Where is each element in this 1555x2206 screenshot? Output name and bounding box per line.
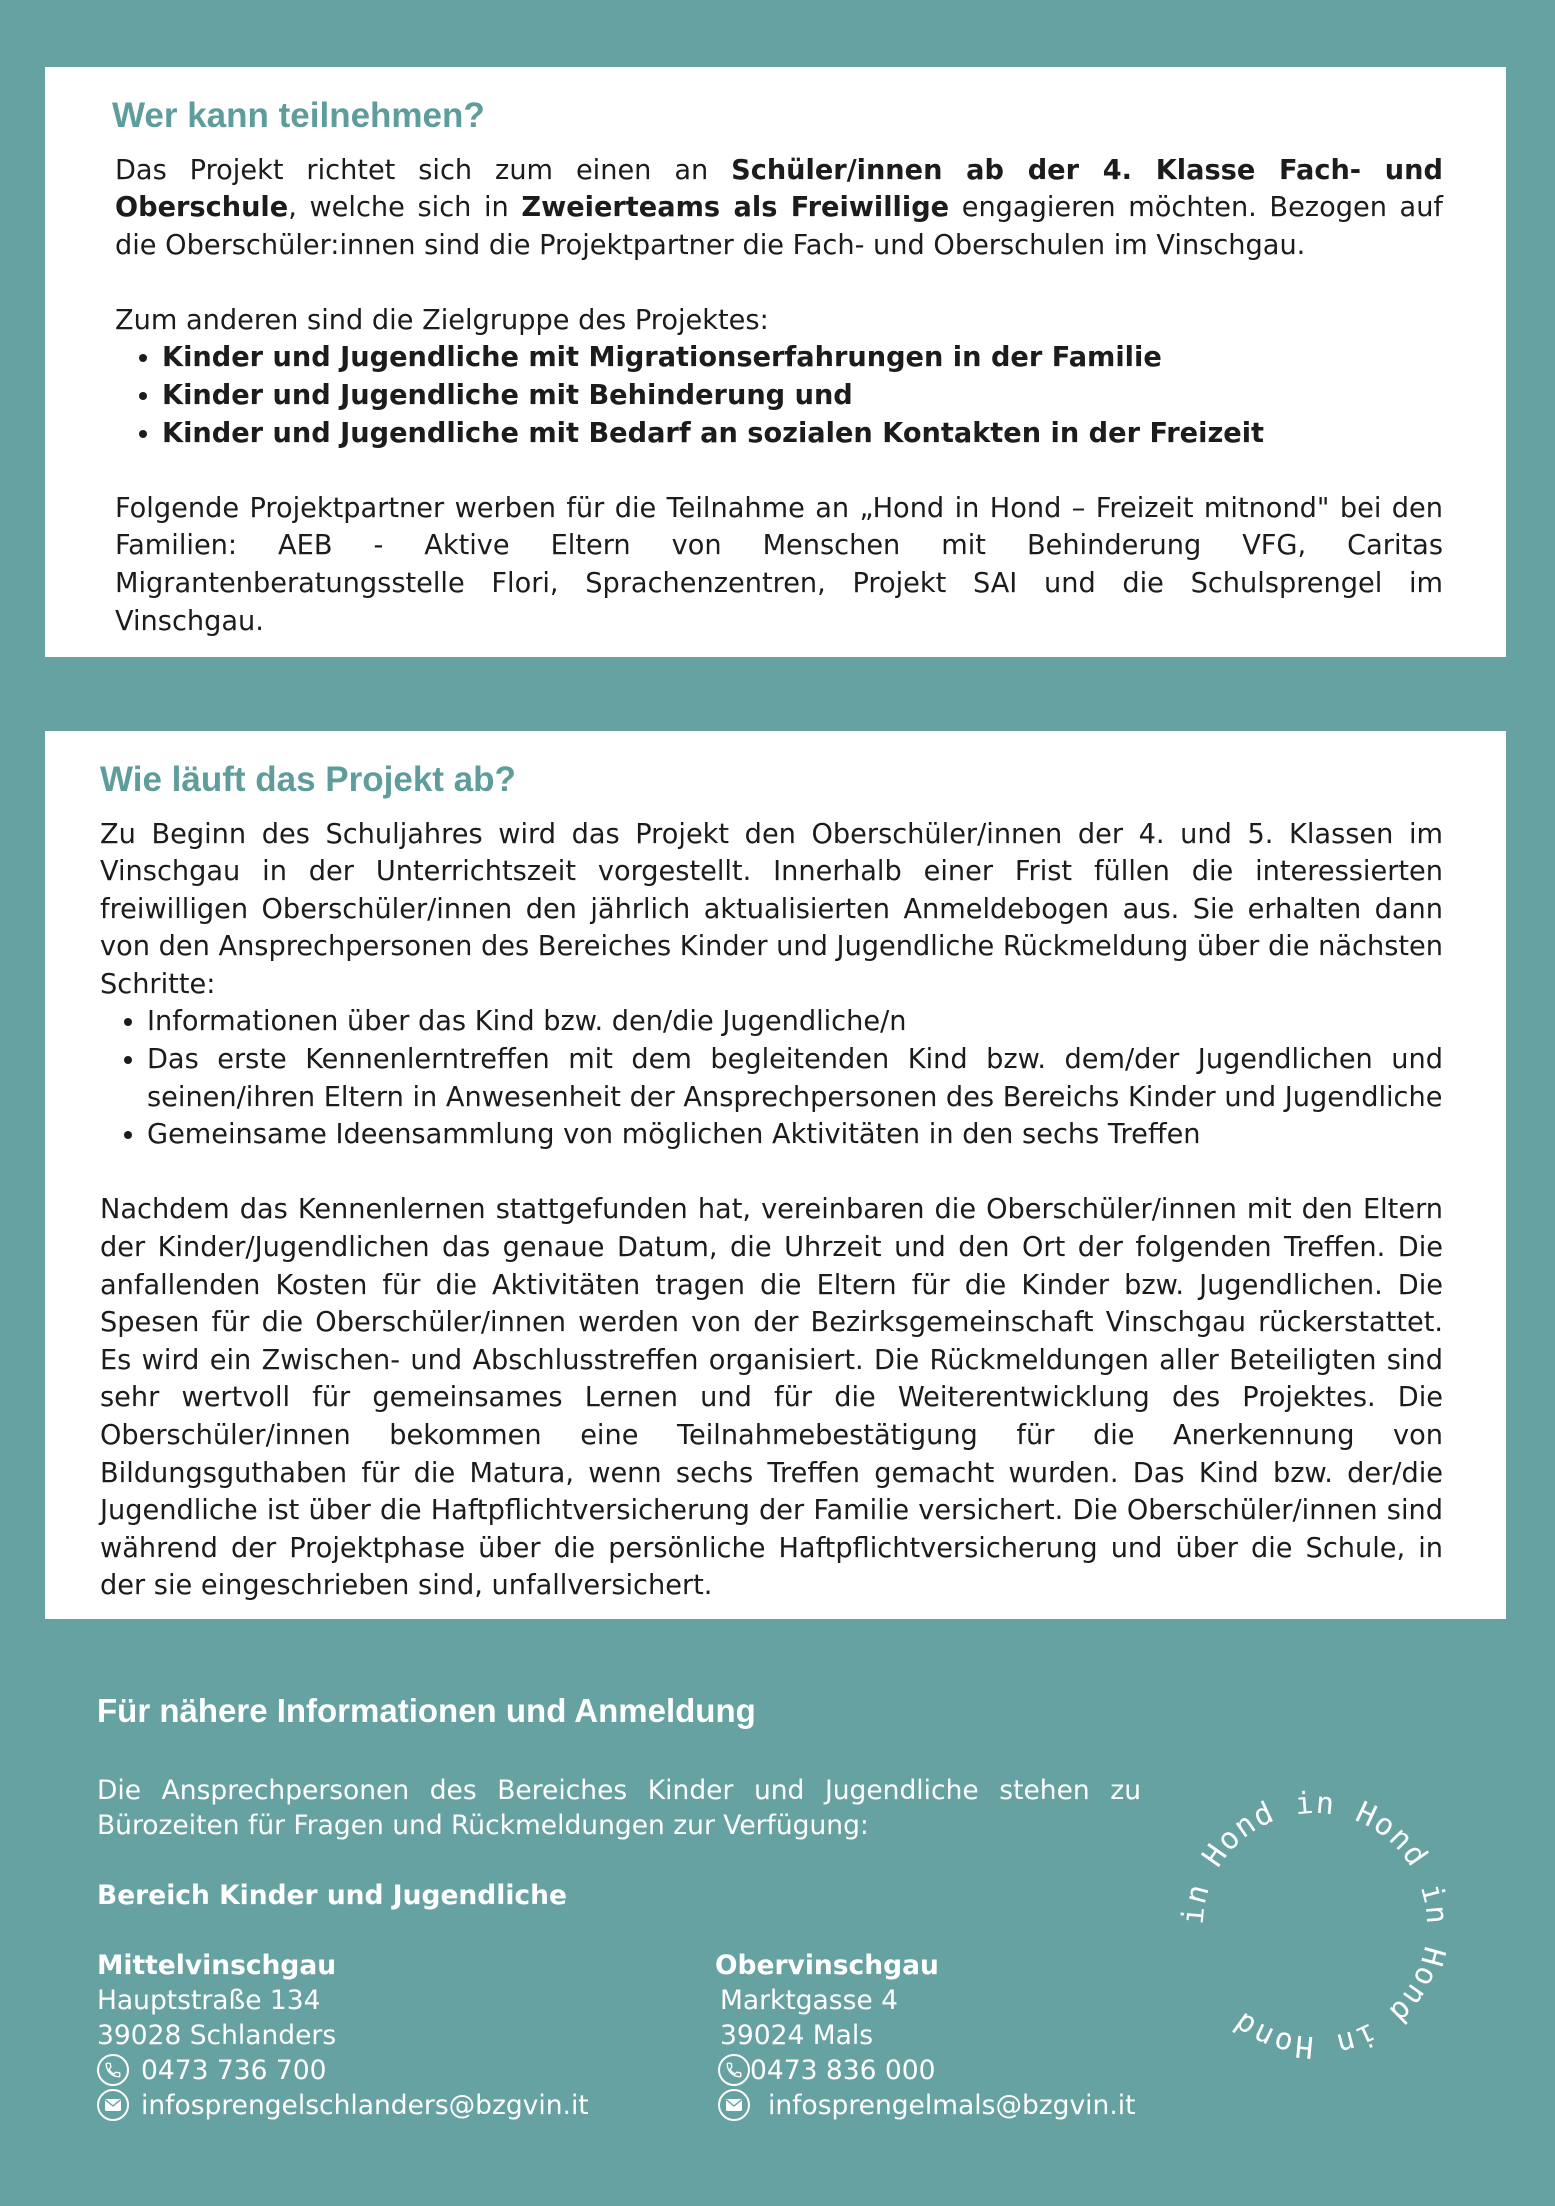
mail-icon — [718, 2089, 750, 2121]
partners-paragraph: Folgende Projektpartner werben für die Teilnahme an „Hond in Hond – Freizeit mitnond" bei den Familien: AEB - Aktive Eltern von Menschen mit Behinderung VFG, Caritas Migrantenberatungsstelle Flori, Sprachenzentren, Projekt SAI und die Schulsprengel im Vinschgau. — [115, 492, 1443, 637]
office-obervinschgau — [715, 1948, 1136, 2123]
list-item: • Informationen über das Kind bzw. den/die Jugendliche/n — [147, 1003, 1443, 1041]
svg-text:in Hond in Hond in Hond in Hon — [1176, 1786, 1455, 2065]
contact-intro: Die Ansprechpersonen des Bereiches Kinder und Jugendliche stehen zu Bürozeiten für Fragen und Rückmeldungen zur Verfügung: — [97, 1774, 1141, 1841]
process-intro-paragraph: Zu Beginn des Schuljahres wird das Projekt den Oberschüler/innen der 4. und 5. Klassen im Vinschgau in der Unterrichtszeit vorgestellt. Innerhalb einer Frist füllen die interessierten freiwilligen Oberschüler/innen den jährlich aktualisierten Anmeldebogen aus. Sie erhalten dann von den Ansprechpersonen des Bereiches Kinder und Jugendliche Rückmeldung über die nächsten Schritte: — [100, 818, 1443, 1000]
office-city: 39028 Schlanders — [97, 2019, 337, 2051]
list-item: • Kinder und Jugendliche mit Behinderung und — [162, 377, 1443, 415]
project-process-card — [45, 731, 1506, 1619]
phone-icon — [718, 2054, 750, 2086]
list-item: • Das erste Kennenlerntreffen mit dem begleitenden Kind bzw. dem/der Jugendlichen und seinen/ihren Eltern in Anwesenheit der Ansprechpersonen des Bereichs Kinder und Jugendliche — [147, 1041, 1443, 1116]
who-can-participate-card — [45, 67, 1506, 657]
list-item: • Kinder und Jugendliche mit Migrationserfahrungen in der Familie — [162, 339, 1443, 377]
phone-icon — [97, 2054, 129, 2086]
target-group-intro: Zum anderen sind die Zielgruppe des Projektes: — [115, 304, 769, 336]
target-group-list — [115, 339, 1443, 452]
hond-in-hond-logo — [1170, 1780, 1460, 2070]
contact-heading: Für nähere Informationen und Anmeldung — [97, 1692, 756, 1729]
list-item: • Gemeinsame Ideensammlung von möglichen Aktivitäten in den sechs Treffen — [147, 1116, 1443, 1154]
steps-list — [100, 1003, 1443, 1153]
office-email-link[interactable]: infosprengelmals@bzgvin.it — [768, 2089, 1136, 2121]
section-heading-who: Wer kann teilnehmen? — [112, 96, 485, 135]
process-details-paragraph: Nachdem das Kennenlernen stattgefunden hat, vereinbaren die Oberschüler/innen mit den Eltern der Kinder/Jugendlichen das genaue Datum, die Uhrzeit und den Ort der folgenden Treffen. Die anfallenden Kosten für die Aktivitäten tragen die Eltern für die Kinder bzw. Jugendlichen. Die Spesen für die Oberschüler/innen werden von der Bezirksgemeinschaft Vinschgau rückerstattet. Es wird ein Zwischen- und Abschlusstreffen organisiert. Die Rückmeldungen aller Beteiligten sind sehr wertvoll für gemeinsames Lernen und für die Weiterentwicklung des Projektes. Die Oberschüler/innen bekommen eine Teilnahmebestätigung für die Anerkennung von Bildungsguthaben für die Matura, wenn sechs Treffen gemacht wurden. Das Kind bzw. der/die Jugendliche ist über die Haftpflichtversicherung der Familie versichert. Die Oberschüler/innen sind während der Projektphase über die persönliche Haftpflichtversicherung und über die Schule, in der sie eingeschrieben sind, unfallversichert. — [100, 1194, 1443, 1602]
office-phone[interactable]: 0473 836 000 — [750, 2054, 936, 2086]
section-heading-process: Wie läuft das Projekt ab? — [100, 760, 516, 799]
office-street: Hauptstraße 134 — [97, 1984, 321, 2016]
mail-icon — [97, 2089, 129, 2121]
office-phone[interactable]: 0473 736 700 — [141, 2054, 327, 2086]
office-email-link[interactable]: infosprengelschlanders@bzgvin.it — [141, 2089, 589, 2121]
list-item: • Kinder und Jugendliche mit Bedarf an sozialen Kontakten in der Freizeit — [162, 415, 1443, 453]
intro-paragraph: Das Projekt richtet sich zum einen an Schüler/innen ab der 4. Klasse Fach- und Oberschule, welche sich in Zweierteams als Freiwillige engagieren möchten. Bezogen auf die Oberschüler:innen sind die Projektpartner die Fach- und Oberschulen im Vinschgau. — [115, 154, 1443, 261]
office-name: Mittelvinschgau — [97, 1949, 337, 1981]
logo-circle-text: in Hond in Hond in Hond in Hond — [1175, 1785, 1455, 2065]
office-street: Marktgasse 4 — [720, 1984, 898, 2016]
office-mittelvinschgau — [97, 1948, 589, 2123]
department-name: Bereich Kinder und Jugendliche — [97, 1879, 567, 1911]
office-city: 39024 Mals — [720, 2019, 873, 2051]
office-name: Obervinschgau — [715, 1949, 939, 1981]
